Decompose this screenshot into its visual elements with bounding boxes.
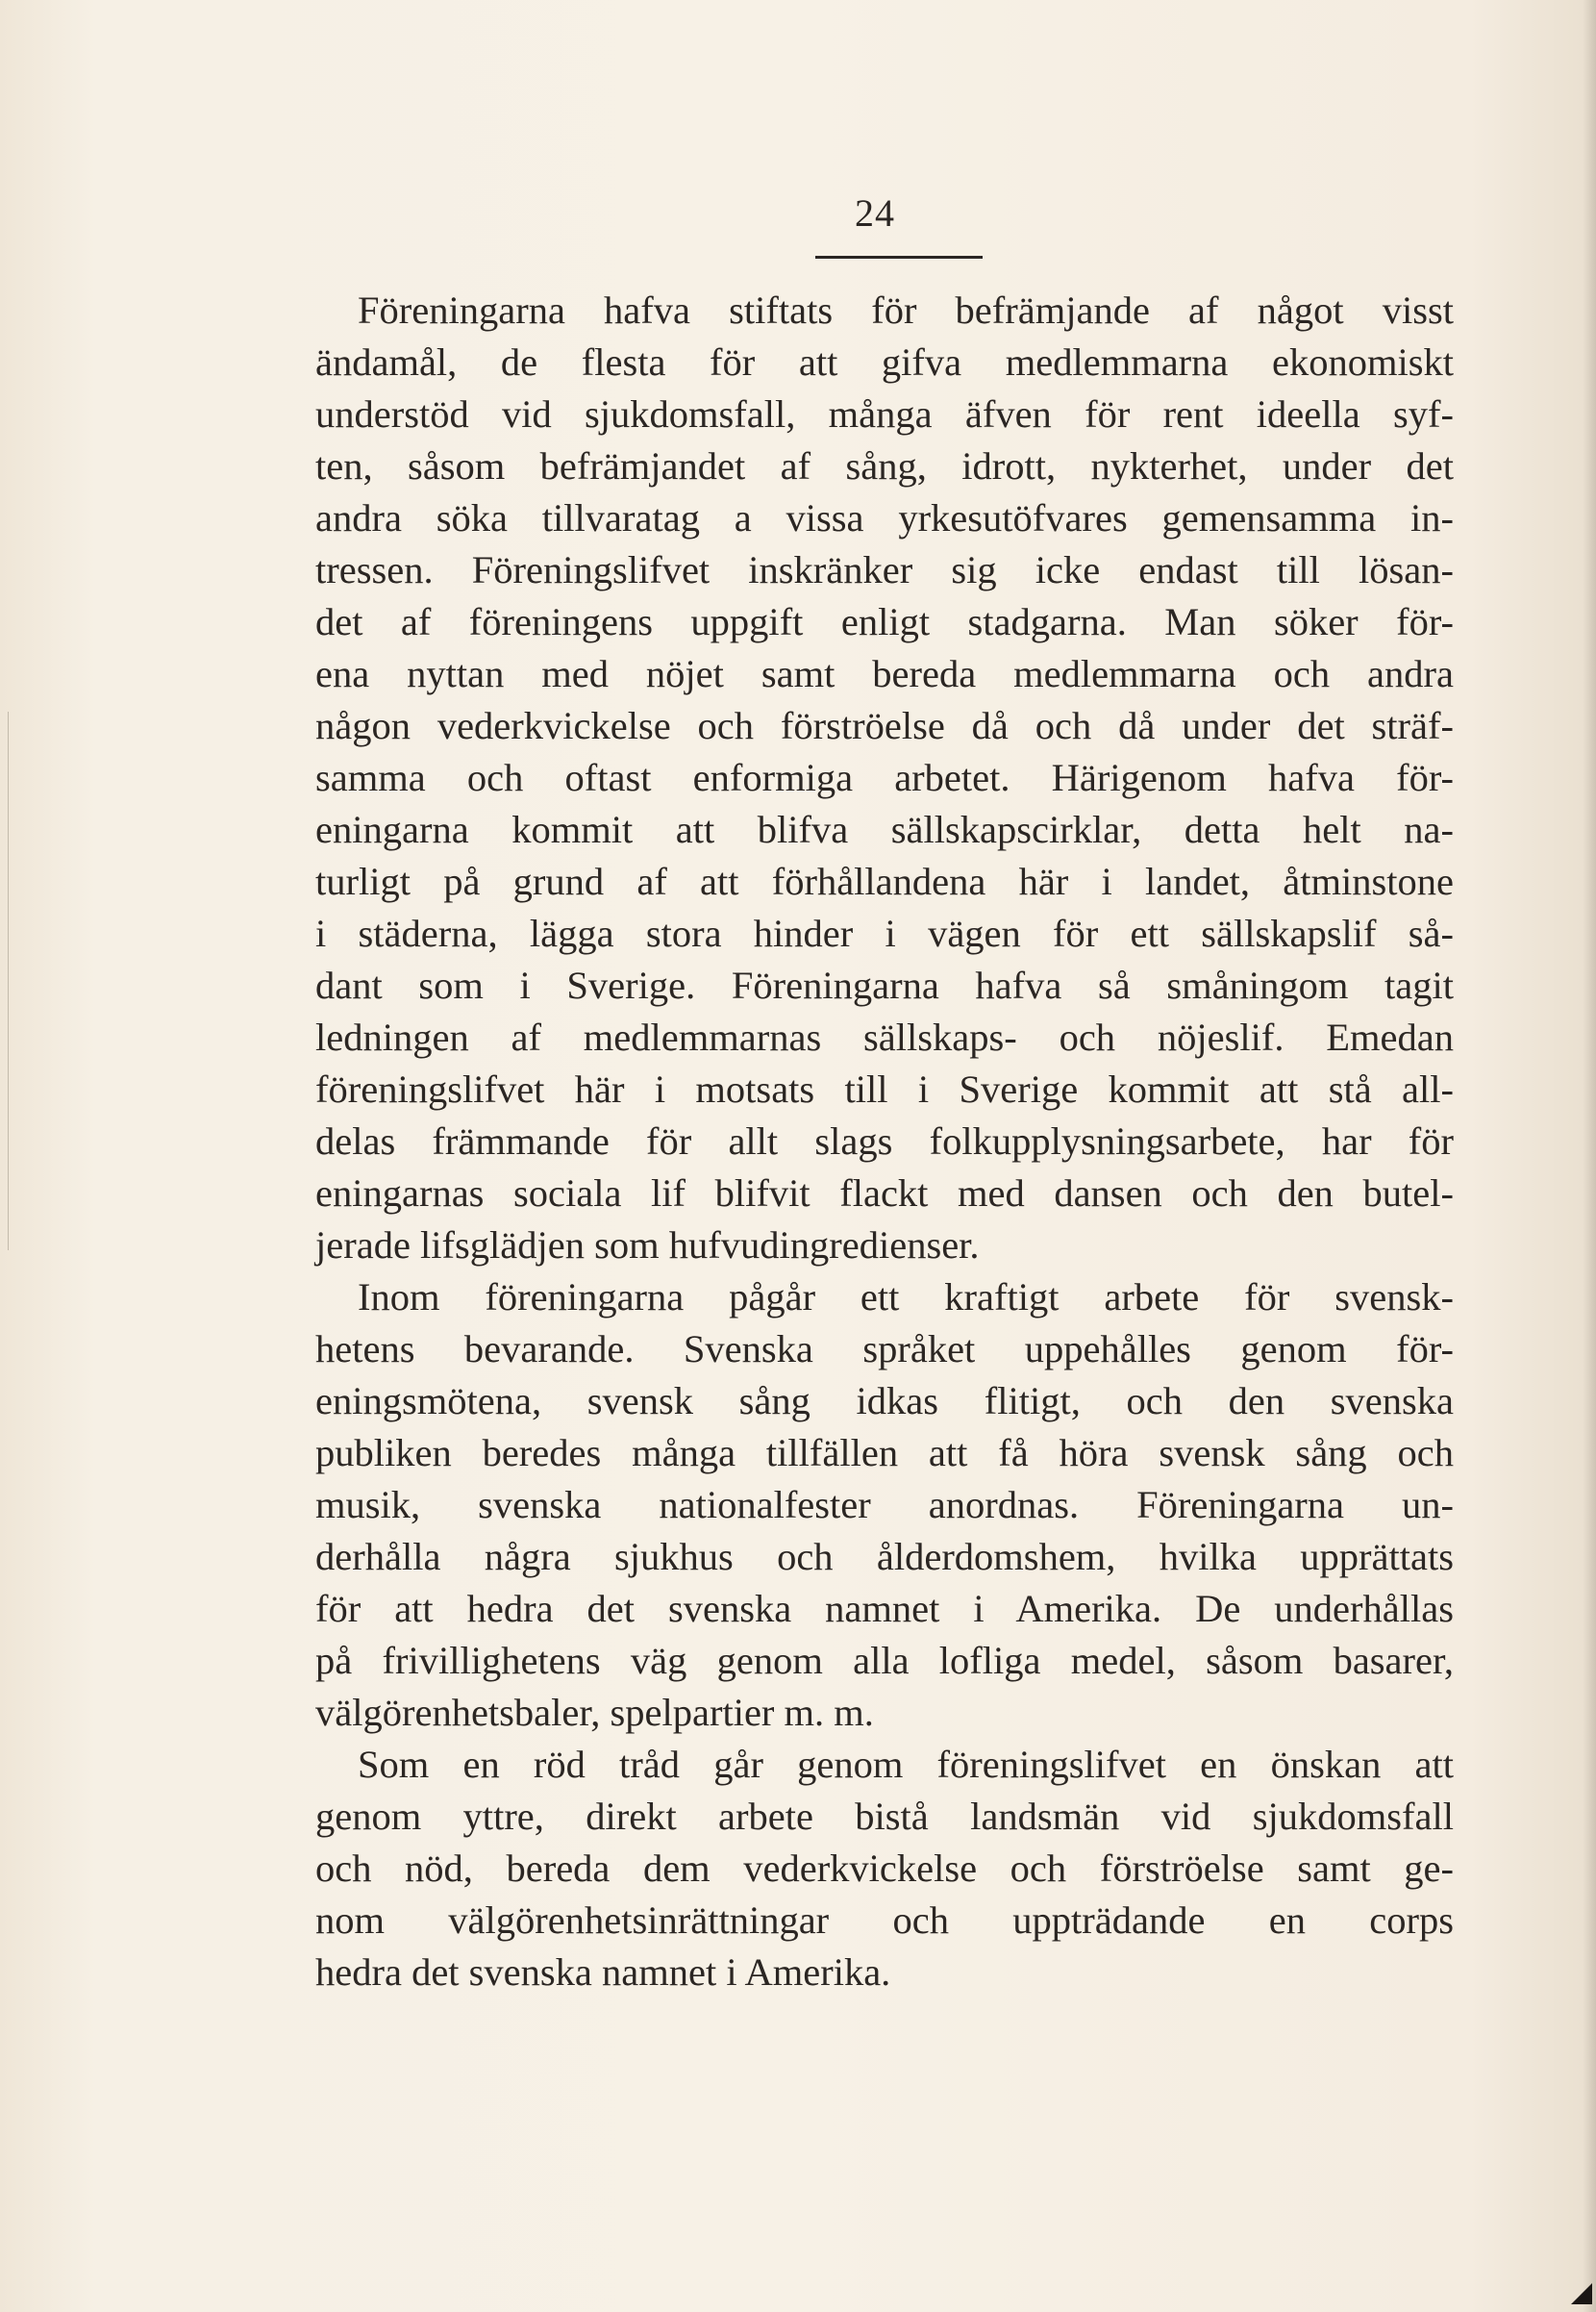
text-line: ändamål, de flesta för att gifva medlemmarna ekonomiskt — [315, 340, 1454, 384]
text-line: välgörenhetsbaler, spelpartier m. m. — [315, 1691, 874, 1734]
text-line: hetens bevarande. Svenska språket uppehålles genom för- — [315, 1327, 1454, 1370]
text-line: dant som i Sverige. Föreningarna hafva så småningom tagit — [315, 964, 1454, 1007]
text-line: i städerna, lägga stora hinder i vägen för ett sällskapslif så- — [315, 912, 1454, 955]
text-line: ena nyttan med nöjet samt bereda medlemmarna och andra — [315, 652, 1454, 695]
text-line: Som en röd tråd går genom föreningslifvet en önskan att — [358, 1743, 1454, 1786]
text-line: och nöd, bereda dem vederkvickelse och förströelse samt ge- — [315, 1847, 1454, 1890]
text-line: hedra det svenska namnet i Amerika. — [315, 1950, 891, 1994]
text-line: delas främmande för allt slags folkupplysningsarbete, har för — [315, 1119, 1454, 1163]
corner-mark — [1571, 2283, 1592, 2304]
text-line: någon vederkvickelse och förströelse då och då under det sträf- — [315, 704, 1454, 747]
text-line: turligt på grund af att förhållandena här i landet, åtminstone — [315, 860, 1454, 903]
page-number-rule — [815, 256, 983, 259]
text-line: nom välgörenhetsinrättningar och uppträdande en corps — [315, 1898, 1454, 1942]
text-line: derhålla några sjukhus och ålderdomshem, hvilka upprättats — [315, 1535, 1454, 1578]
text-line: genom yttre, direkt arbete bistå landsmän vid sjukdomsfall — [315, 1795, 1454, 1838]
text-line: ten, såsom befrämjandet af sång, idrott, nykterhet, under det — [315, 444, 1454, 488]
text-line: eningarnas sociala lif blifvit flackt med dansen och den butel- — [315, 1171, 1454, 1215]
text-line: eningarna kommit att blifva sällskapscirklar, detta helt na- — [315, 808, 1454, 851]
text-line: för att hedra det svenska namnet i Amerika. De underhållas — [315, 1587, 1454, 1630]
text-line: det af föreningens uppgift enligt stadgarna. Man söker för- — [315, 600, 1454, 643]
text-line: på frivillighetens väg genom alla lofliga medel, såsom basarer, — [315, 1639, 1454, 1682]
margin-marks — [8, 712, 18, 1250]
page-number: 24 — [855, 191, 895, 235]
text-line: musik, svenska nationalfester anordnas. Föreningarna un- — [315, 1483, 1454, 1526]
text-line: andra söka tillvaratag a vissa yrkesutöfvares gemensamma in- — [315, 496, 1454, 540]
text-line: Föreningarna hafva stiftats för befrämjande af något visst — [358, 289, 1454, 332]
text-line: ledningen af medlemmarnas sällskaps- och nöjeslif. Emedan — [315, 1016, 1454, 1059]
text-line: understöd vid sjukdomsfall, många äfven för rent ideella syf- — [315, 392, 1454, 436]
body-text — [315, 285, 1454, 1998]
text-line: eningsmötena, svensk sång idkas flitigt, och den svenska — [315, 1379, 1454, 1422]
page-edge-shadow — [1583, 0, 1596, 2312]
text-line: tressen. Föreningslifvet inskränker sig icke endast till lösan- — [315, 548, 1454, 591]
text-line: publiken beredes många tillfällen att få höra svensk sång och — [315, 1431, 1454, 1474]
text-line: samma och oftast enformiga arbetet. Härigenom hafva för- — [315, 756, 1454, 799]
text-line: Inom föreningarna pågår ett kraftigt arbete för svensk- — [358, 1275, 1454, 1319]
text-line: jerade lifsglädjen som hufvudingredienser. — [315, 1223, 980, 1267]
text-line: föreningslifvet här i motsats till i Sverige kommit att stå all- — [315, 1068, 1454, 1111]
